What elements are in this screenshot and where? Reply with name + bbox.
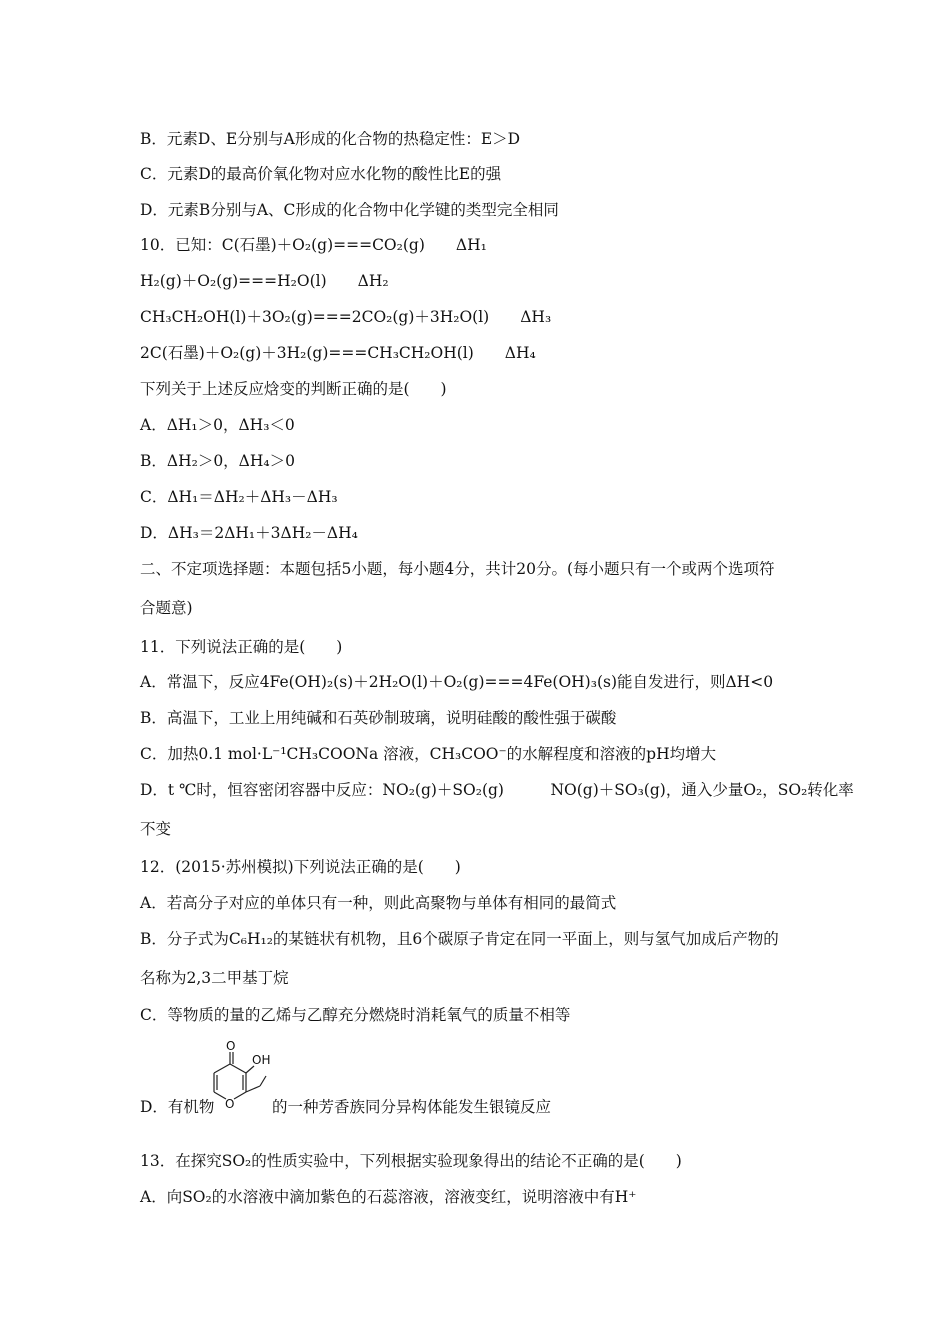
q12-option-b-cont: 名称为2,3二甲基丁烷: [140, 969, 289, 987]
option-d-line: D．元素B分别与A、C形成的化合物中化学键的类型完全相同: [140, 201, 559, 219]
q10-option-d: D．ΔH₃＝2ΔH₁＋3ΔH₂－ΔH₄: [140, 524, 358, 542]
pyranone-structure-diagram: [196, 1038, 276, 1122]
q11-option-b: B．高温下，工业上用纯碱和石英砂制玻璃，说明硅酸的酸性强于碳酸: [140, 709, 617, 727]
q10-option-a: A．ΔH₁＞0，ΔH₃＜0: [140, 416, 295, 434]
q10-reaction-1: 10．已知：C(石墨)＋O₂(g)===CO₂(g) ΔH₁: [140, 236, 487, 254]
q10-reaction-4: 2C(石墨)＋O₂(g)＋3H₂(g)===CH₃CH₂OH(l) ΔH₄: [140, 344, 536, 362]
option-c-line: C．元素D的最高价氧化物对应水化物的酸性比E的强: [140, 165, 502, 183]
q11-option-c: C．加热0.1 mol·L⁻¹CH₃COONa 溶液，CH₃COO⁻的水解程度和溶液的pH均增大: [140, 745, 717, 763]
q13-option-a: A．向SO₂的水溶液中滴加紫色的石蕊溶液，溶液变红，说明溶液中有H⁺: [140, 1188, 637, 1206]
q10-reaction-2: H₂(g)＋O₂(g)===H₂O(l) ΔH₂: [140, 272, 389, 290]
q10-option-c: C．ΔH₁＝ΔH₂＋ΔH₃－ΔH₃: [140, 488, 338, 506]
q11-stem: 11．下列说法正确的是( ): [140, 638, 343, 656]
section-2-heading: 二、不定项选择题：本题包括5小题，每小题4分，共计20分。(每小题只有一个或两个选项符: [140, 560, 775, 578]
ketone-oxygen-label: O: [226, 1039, 236, 1053]
q12-option-c: C．等物质的量的乙烯与乙醇充分燃烧时消耗氧气的质量不相等: [140, 1006, 571, 1024]
q12-option-a: A．若高分子对应的单体只有一种，则此高聚物与单体有相同的最简式: [140, 894, 617, 912]
section-2-heading-cont: 合题意): [140, 599, 193, 617]
q10-option-b: B．ΔH₂＞0，ΔH₄＞0: [140, 452, 295, 470]
q11-option-d-cont: 不变: [140, 820, 172, 838]
q10-reaction-3: CH₃CH₂OH(l)＋3O₂(g)===2CO₂(g)＋3H₂O(l) ΔH₃: [140, 308, 552, 326]
q12-option-b: B．分子式为C₆H₁₂的某链状有机物，且6个碳原子肯定在同一平面上，则与氢气加成后产物的: [140, 930, 779, 948]
option-b-line: B．元素D、E分别与A形成的化合物的热稳定性：E＞D: [140, 130, 521, 148]
ring-oxygen-label: O: [225, 1097, 235, 1111]
hydroxyl-label: OH: [252, 1053, 271, 1067]
q10-stem: 下列关于上述反应焓变的判断正确的是( ): [140, 380, 447, 398]
q12-stem: 12．(2015·苏州模拟)下列说法正确的是( ): [140, 858, 461, 876]
q12-option-d-text: 的一种芳香族同分异构体能发生银镜反应: [272, 1098, 552, 1116]
q12-option-d-label: D．有机物: [140, 1098, 215, 1116]
q13-stem: 13．在探究SO₂的性质实验中，下列根据实验现象得出的结论不正确的是( ): [140, 1152, 682, 1170]
q11-option-d: D．t ℃时，恒容密闭容器中反应：NO₂(g)＋SO₂(g) NO(g)＋SO₃(g)，通入少量O₂，SO₂转化率: [140, 781, 854, 799]
q11-option-a: A．常温下，反应4Fe(OH)₂(s)＋2H₂O(l)＋O₂(g)===4Fe(OH)₃(s)能自发进行，则ΔH<0: [140, 673, 774, 691]
